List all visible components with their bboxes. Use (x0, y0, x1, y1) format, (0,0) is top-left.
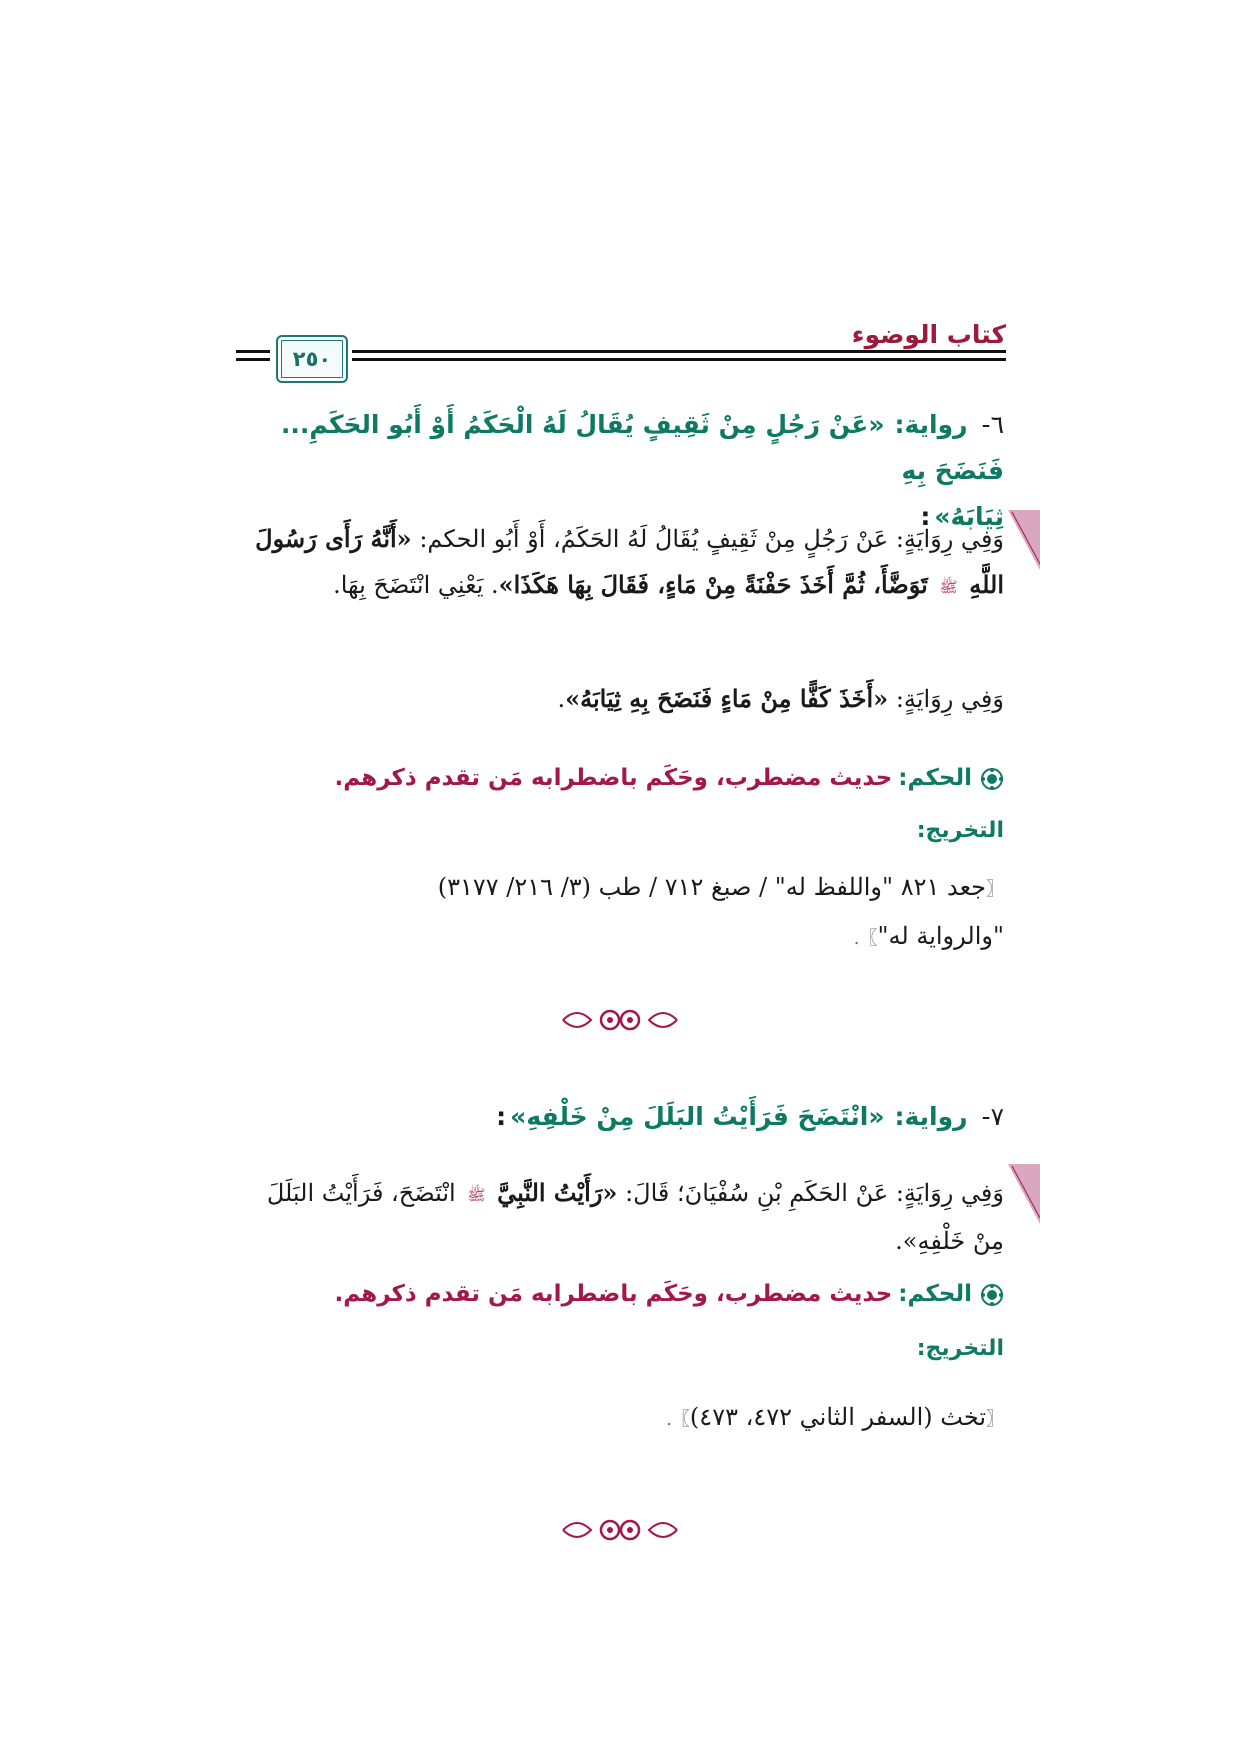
bracket-open: 〖 (986, 879, 1004, 900)
verdict-label: الحكم: (898, 1281, 972, 1307)
section-label: رواية: (894, 410, 968, 439)
section-number: ٦- (981, 410, 1004, 439)
bracket-close: 〗. (666, 1409, 690, 1430)
source-text-continued: "والرواية له" (877, 922, 1004, 950)
takhrij-source (234, 1394, 1004, 1443)
source-text: تخث (السفر الثاني ٤٧٢، ٤٧٣) (689, 1403, 986, 1431)
section-colon: : (920, 502, 931, 531)
page-header (236, 320, 1006, 390)
section-quote: «عَنْ رَجُلٍ مِنْ ثَقِيفٍ يُقَالُ لَهُ الْحَكَمُ أَوْ أَبُو الحَكَمِ... فَنَضَحَ بِهِ (280, 410, 1004, 485)
narration-trailing: . (557, 685, 566, 713)
narration-block (244, 1170, 1004, 1264)
narration-intro: وَفِي رِوَايَةٍ: عَنْ رَجُلٍ مِنْ ثَقِيفٍ يُقَالُ لَهُ الحَكَمُ، أَوْ أَبُو الحكم: (419, 525, 1004, 553)
header-rule (236, 358, 270, 361)
narration-intro: وَفِي رِوَايَةٍ: (895, 685, 1004, 713)
section-quote: «انْتَضَحَ فَرَأَيْتُ البَلَلَ مِنْ خَلْفِهِ» (510, 1102, 885, 1131)
page-number: ٢٥٠ (292, 347, 332, 371)
verdict (234, 1274, 1004, 1314)
section-colon: : (496, 1102, 507, 1131)
narration-trailing: . يَعْنِي انْتَضَحَ بِهَا. (333, 571, 499, 599)
takhrij-label: التخريج: (916, 818, 1004, 843)
verdict-label: الحكم: (898, 765, 972, 791)
narration-quote: «أَنَّهُ رَأَى رَسُولَ اللَّهِ (255, 524, 1004, 599)
section-quote-continued: ثِيَابَهُ» (934, 502, 1004, 531)
section-label: رواية: (894, 1102, 968, 1131)
narration-rest: انْتَضَحَ، فَرَأَيْتُ البَلَلَ مِنْ خَلْفِهِ». (266, 1179, 1004, 1255)
header-rule (352, 350, 1006, 353)
salawat-icon: ﷺ (467, 1185, 486, 1204)
bracket-close: 〗. (853, 928, 878, 949)
section-heading (234, 1094, 1004, 1140)
corner-ornament-icon (1008, 1164, 1040, 1224)
rosette-icon (980, 1283, 1004, 1307)
source-text: جعد ٨٢١ "واللفظ له" / صبغ ٧١٢ / طب (٣/ ٢١٦/ ٣١٧٧) (437, 873, 986, 901)
corner-ornament-icon (1008, 510, 1040, 570)
divider-ornament-icon (555, 1512, 685, 1548)
salawat-icon: ﷺ (939, 577, 958, 596)
rosette-icon (980, 767, 1004, 791)
narration-block (244, 676, 1004, 722)
narration-quote: تَوَضَّأَ، ثُمَّ أَخَذَ حَفْنَةً مِنْ مَاءٍ، فَقَالَ بِهَا هَكَذَا» (498, 570, 928, 599)
verdict (234, 758, 1004, 798)
narration-quote: «رَأَيْتُ النَّبِيَّ (497, 1178, 618, 1207)
narration-intro: وَفِي رِوَايَةٍ: عَنْ الحَكَمِ بْنِ سُفْيَانَ؛ قَالَ: (625, 1179, 1004, 1207)
takhrij-source (234, 864, 1004, 962)
header-rule (352, 358, 1006, 361)
verdict-text: حديث مضطرب، وحَكَم باضطرابه مَن تقدم ذكرهم. (334, 1281, 893, 1307)
verdict-text: حديث مضطرب، وحَكَم باضطرابه مَن تقدم ذكرهم. (334, 765, 893, 791)
section-number: ٧- (981, 1102, 1004, 1131)
bracket-open: 〖 (986, 1409, 1004, 1430)
book-title: كتاب الوضوء (851, 320, 1006, 349)
narration-block (244, 516, 1004, 610)
divider-ornament-icon (555, 1002, 685, 1038)
takhrij-label: التخريج: (916, 1336, 1004, 1361)
page-number-frame (276, 335, 348, 383)
narration-quote: «أَخَذَ كَفًّا مِنْ مَاءٍ فَنَضَحَ بِهِ ثِيَابَهُ» (565, 684, 889, 713)
header-rule (236, 350, 270, 353)
